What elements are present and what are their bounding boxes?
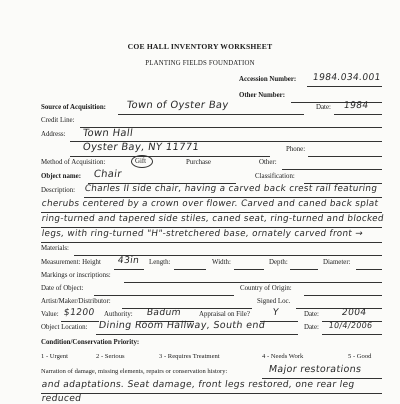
value-label: Value:	[41, 311, 59, 318]
object-location-label: Object Location:	[41, 324, 88, 331]
country-of-origin-label: Country of Origin:	[240, 285, 292, 292]
value-date-value: 2004	[341, 307, 368, 318]
method-of-acquisition-label: Method of Acquisition:	[41, 159, 106, 166]
description-line-2	[41, 212, 382, 213]
source-line	[118, 114, 304, 115]
worksheet-subtitle: PLANTING FIELDS FOUNDATION	[145, 60, 255, 67]
accession-number-value: 1984.034.001	[312, 72, 382, 83]
object-name-value: Chair	[93, 169, 123, 180]
address-label: Address:	[41, 131, 66, 138]
address-value-2: Oyster Bay, NY 11771	[82, 142, 200, 153]
phone-label: Phone:	[286, 146, 306, 153]
description-text-1: Charles II side chair, having a carved back crest rail featuring	[84, 184, 378, 194]
other-number-label: Other Number:	[239, 92, 285, 99]
priority-needs-work: 4 - Needs Work	[262, 353, 304, 360]
value-line	[61, 321, 99, 322]
markings-line	[124, 282, 382, 283]
height-line	[114, 269, 144, 270]
source-date-line	[334, 114, 382, 115]
measurement-height-label: Measurement: Height	[41, 259, 101, 266]
source-of-acquisition-label: Source of Acquisition:	[41, 104, 106, 111]
narration-text-3: reduced	[41, 393, 83, 404]
authority-value: Badum	[146, 307, 182, 318]
location-date-line	[322, 334, 382, 335]
address-value-1: Town Hall	[82, 128, 134, 139]
diameter-line	[356, 269, 382, 270]
appraisal-on-file-label: Appraisal on File?	[199, 311, 250, 318]
source-value: Town of Oyster Bay	[126, 100, 230, 111]
artist-maker-line	[122, 308, 252, 309]
height-value: 43in	[117, 255, 140, 266]
width-label: Width:	[212, 259, 231, 266]
accession-number-label: Accession Number:	[239, 76, 297, 83]
description-label: Description:	[41, 187, 76, 194]
description-line-4	[41, 242, 382, 243]
length-line	[174, 269, 206, 270]
description-text-4: legs, with ring-turned "H"-stretchered base, ornately carved front →	[41, 229, 364, 239]
priority-requires-treatment: 3 - Requires Treatment	[159, 353, 220, 360]
value-amount: $1200	[63, 307, 96, 318]
country-of-origin-line	[304, 295, 382, 296]
appraisal-value: Y	[272, 307, 280, 318]
accession-number-line	[307, 86, 382, 87]
narration-label: Narration of damage, missing elements, repairs or conservation history:	[41, 368, 228, 375]
description-line-1	[84, 197, 382, 198]
priority-urgent: 1 - Urgent	[41, 353, 68, 360]
value-date-label: Date:	[304, 311, 319, 318]
source-date-value: 1984	[343, 100, 370, 111]
depth-line	[290, 269, 318, 270]
description-line-3	[41, 227, 382, 228]
signed-loc-label: Signed Loc.	[257, 298, 291, 305]
other-method-line	[282, 169, 382, 170]
object-location-value: Dining Room Hallway, South end	[98, 320, 266, 331]
purchase-option: Purchase	[186, 159, 211, 166]
materials-label: Materials:	[41, 245, 69, 252]
object-name-label: Object name:	[41, 173, 81, 180]
location-date-value: 10/4/2006	[328, 321, 373, 330]
depth-label: Depth:	[269, 259, 288, 266]
date-of-object-label: Date of Object:	[41, 285, 84, 292]
address-line-2	[70, 156, 270, 157]
authority-label: Authority:	[104, 311, 133, 318]
artist-maker-label: Artist/Maker/Distributor:	[41, 298, 111, 305]
condition-priority-label: Condition/Conservation Priority:	[41, 339, 140, 346]
phone-line	[308, 156, 382, 157]
description-text-3: ring-turned and tapered side stiles, caned seat, ring-turned and blocked	[41, 214, 385, 224]
narration-text-2: and adaptations. Seat damage, front legs restored, one rear leg	[41, 379, 356, 390]
narration-text-1: Major restorations	[268, 364, 363, 375]
date-of-object-line	[94, 295, 234, 296]
priority-good: 5 - Good	[348, 353, 372, 360]
markings-label: Markings or inscriptions:	[41, 272, 111, 279]
other-method-label: Other:	[259, 159, 277, 166]
diameter-label: Diameter:	[323, 259, 351, 266]
object-location-line	[96, 334, 298, 335]
length-label: Length:	[149, 259, 171, 266]
classification-label: Classification:	[255, 173, 295, 180]
credit-line-label: Credit Line:	[41, 117, 75, 124]
signed-loc-line	[296, 308, 382, 309]
gift-option: Gift	[135, 158, 147, 165]
source-date-label: Date:	[316, 104, 331, 111]
narration-line-2	[41, 393, 382, 394]
worksheet-title: COE HALL INVENTORY WORKSHEET	[127, 42, 273, 51]
width-line	[234, 269, 264, 270]
description-text-2: cherubs centered by a crown over flower. Carved and caned back splat	[41, 199, 380, 209]
location-date-label: Date:	[304, 324, 319, 331]
priority-serious: 2 - Serious	[96, 353, 125, 360]
